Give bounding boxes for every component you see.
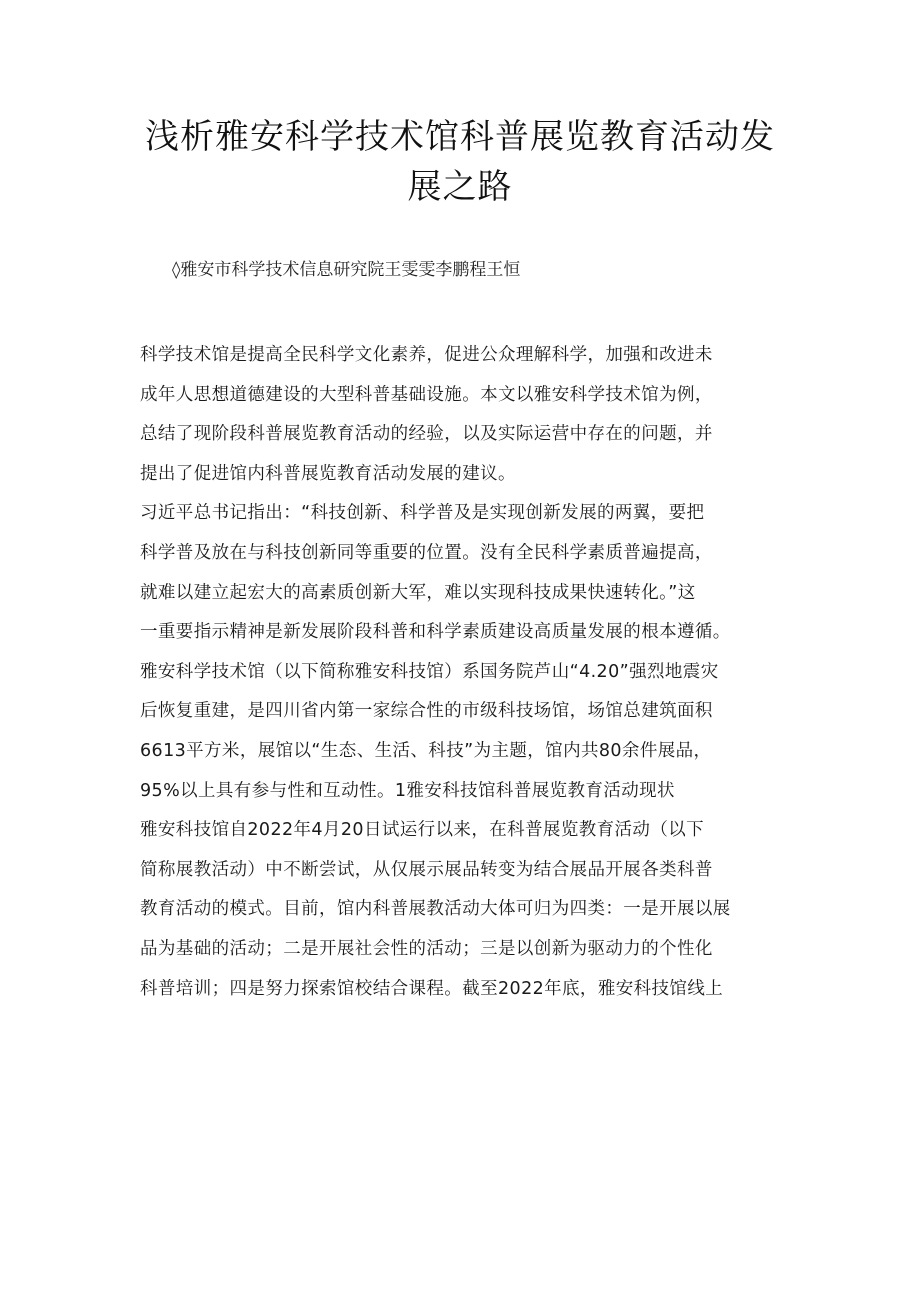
author-line: ◊雅安市科学技术信息研究院王雯雯李鹏程王恒 [172, 260, 521, 280]
body-line: 一重要指示精神是新发展阶段科普和科学素质建设高质量发展的根本遵循。 [140, 622, 731, 643]
title-line-1: 浅析雅安科学技术馆科普展览教育活动发 [145, 117, 775, 157]
body-line: 教育活动的模式。目前，馆内科普展教活动大体可归为四类：一是开展以展 [140, 899, 731, 920]
body-line: 科学技术馆是提高全民科学文化素养，促进公众理解科学，加强和改进未 [140, 345, 713, 365]
body-line: 品为基础的活动；二是开展社会性的活动；三是以创新为驱动力的个性化 [140, 938, 713, 959]
body-line: 就难以建立起宏大的高素质创新大军，难以实现科技成果快速转化。”这 [140, 582, 696, 603]
body-line: 成年人思想道德建设的大型科普基础设施。本文以雅安科学技术馆为例， [140, 384, 713, 405]
body-line: 科普培训；四是努力探索馆校结合课程。截至2022年底，雅安科技馆线上 [140, 978, 724, 999]
document-title [110, 112, 810, 212]
body-line: 后恢复重建，是四川省内第一家综合性的市级科技场馆，场馆总建筑面积 [140, 701, 713, 722]
body-line: 95%以上具有参与性和互动性。1雅安科技馆科普展览教育活动现状 [140, 780, 675, 801]
body-line: 雅安科技馆自2022年4月20日试运行以来，在科普展览教育活动（以下 [140, 820, 705, 841]
body-line: 雅安科学技术馆（以下简称雅安科技馆）系国务院芦山“4.20”强烈地震灾 [140, 661, 719, 682]
body-text [140, 340, 800, 1013]
body-line: 习近平总书记指出：“科技创新、科学普及是实现创新发展的两翼，要把 [140, 503, 705, 524]
body-line: 科学普及放在与科技创新同等重要的位置。没有全民科学素质普遍提高， [140, 542, 713, 563]
body-line: 简称展教活动）中不断尝试，从仅展示展品转变为结合展品开展各类科普 [140, 859, 713, 880]
body-line: 总结了现阶段科普展览教育活动的经验，以及实际运营中存在的问题，并 [140, 424, 713, 445]
body-line: 6613平方米，展馆以“生态、生活、科技”为主题，馆内共80余件展品， [140, 740, 712, 761]
body-line: 提出了促进馆内科普展览教育活动发展的建议。 [140, 463, 516, 484]
title-line-2: 展之路 [407, 167, 513, 207]
